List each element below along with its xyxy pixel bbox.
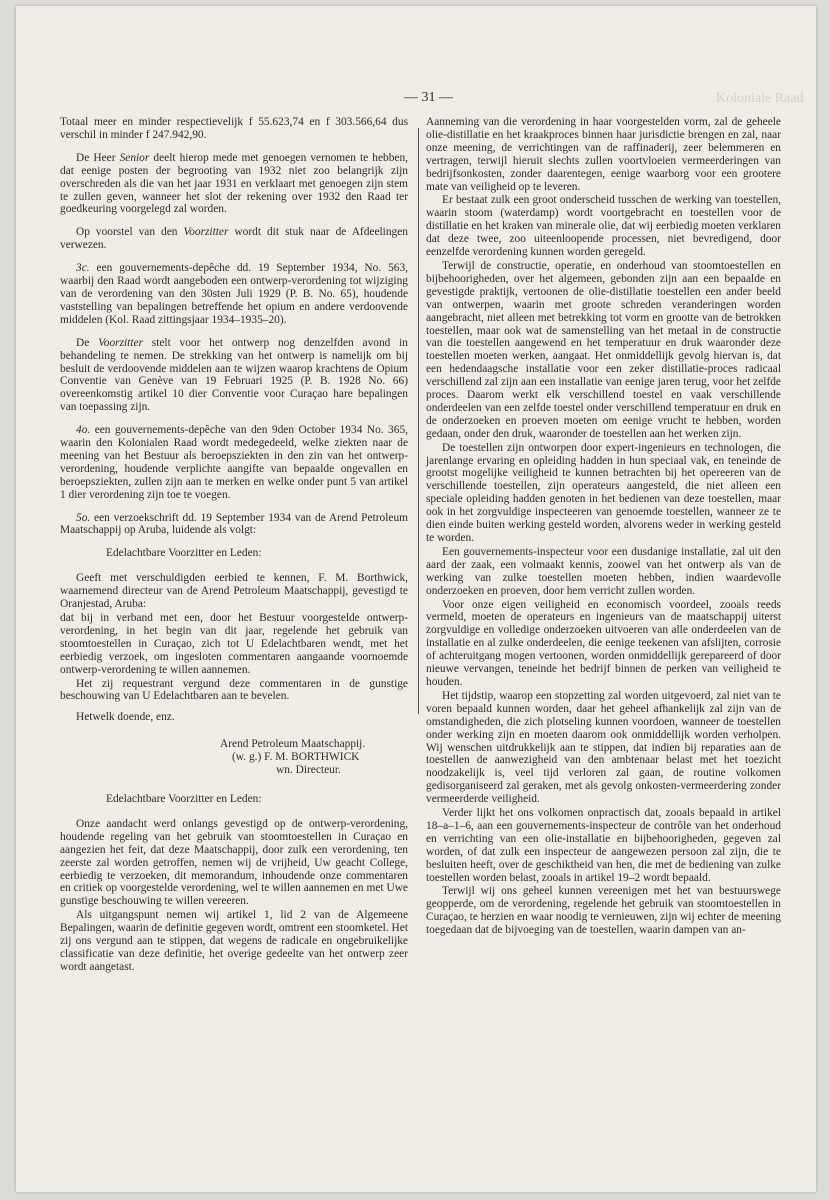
signature-title: wn. Directeur. xyxy=(276,764,341,777)
agenda-item-4o: 4o. een gouvernements-depêche van den 9den October 1934 No. 365, waarin den Kolonialen Raad wordt medegedeeld, welke ziekten naar de meening van het Bestuur als beroepsziekten in den zin van het ontwerp-verordening, houdende verplichte aangifte van bepaalde ongevallen en beroepsziekten, zullen zijn aan te merken en welke onder punt 5 van artikel 1 dier verordening zijn toe te voegen. xyxy=(60,424,408,501)
right-column xyxy=(426,116,781,938)
paragraph: De Voorzitter stelt voor het ontwerp nog denzelfden avond in behandeling te nemen. De strekking van het ontwerp is namelijk om bij besluit de verdoovende middelen aan te wijzen waarop krachtens de Opium Conventie van Genève van 19 Februari 1925 (P. B. 1928 No. 66) overeenkomstig artikel 10 dier Conventie voor Curaçao hare bepalingen van toepassing zijn. xyxy=(60,336,408,414)
column-divider xyxy=(418,128,419,714)
paragraph: De Heer Senior deelt hierop mede met genoegen vernomen te hebben, dat eenige posten der begrooting van 1932 niet zoo belangrijk zijn overschreden als die van het jaar 1931 en verklaart met genoegen zijn stem te zullen geven, wanneer het slot der rekening over 1932 den Raad ter goedkeuring voorgelegd zal worden. xyxy=(60,151,409,216)
paragraph: Geeft met verschuldigden eerbied te kennen, F. M. Borthwick, waarnemend directeur van de Arend Petroleum Maatschappij, gevestigd te Oranjestad, Aruba: xyxy=(60,572,408,611)
closing-line: Hetwelk doende, enz. xyxy=(76,711,175,724)
paragraph: Als uitgangspunt nemen wij artikel 1, lid 2 van de Algemeene Bepalingen, waarin de definitie gegeven wordt, omtrent een stoomketel. Het zij ons vergund aan te stippen, dat wegens de radicale en ongebruikelijke classificatie van deze definitie, het overige gedeelte van het ontwerp zeer wordt aangetast. xyxy=(60,909,408,973)
paragraph: Aanneming van die verordening in haar voorgestelden vorm, zal de geheele olie-distillatie en het kraakproces binnen haar jurisdictie brengen en zal, naar onze meening, de verrichtingen van de raffinaderij, zeer belemmeren en vertragen, terwijl hieruit slechts zullen voortvloeien vermeerderingen van bedrijfsonkosten, zonder daarentegen, eenige waarborg voor een grootere mate van veiligheid op te leveren. xyxy=(426,116,781,193)
salutation: Edelachtbare Voorzitter en Leden: xyxy=(106,547,262,560)
bleed-through-text: Koloniale Raad xyxy=(716,91,804,106)
paragraph: Terwijl wij ons geheel kunnen vereenigen met het van bestuurswege geopperde, om de verordening, regelende het gebruik van stoomtoestellen in Curaçao, te herzien en waar noodig te vernieuwen, zijn wij echter de meening toegedaan dat de bijvoeging van de toestellen, waarin dampen van an- xyxy=(426,885,781,937)
paragraph: Op voorstel van den Voorzitter wordt dit stuk naar de Afdeelingen verwezen. xyxy=(60,226,408,252)
salutation: Edelachtbare Voorzitter en Leden: xyxy=(106,792,262,805)
signature-name: (w. g.) F. M. BORTHWICK xyxy=(232,751,360,764)
paragraph: Er bestaat zulk een groot onderscheid tusschen de werking van toestellen, waarin stoom (waterdamp) wordt voortgebracht en toestellen voor de distillatie en het kraken van minerale olie, dat wij eerbiedig moeten verklaren dat deze twee, zoo uiteenloopende processen, niet bevredigend, door eenzelfde verordening kunnen worden geregeld. xyxy=(426,194,781,259)
paragraph: Verder lijkt het ons volkomen onpractisch dat, zooals bepaald in artikel 18–a–1–6, aan een gouvernements-inspecteur de contrôle van het onderhoud en verrichting van een olie-installatie en bijbehoorigheden, gegeven zal worden, of dat zulk een inspecteur de aangewezen persoon zal zijn, die te besluiten heeft, over de geschiktheid van hen, die met de bediening van zulke toestellen worden belast, zooals in artikel 19–2 wordt bepaald. xyxy=(426,807,781,884)
paragraph: Terwijl de constructie, operatie, en onderhoud van stoomtoestellen en bijbehoorigheden, over het algemeen, gebonden zijn aan een bepaalde en gevestigde praktijk, vertoonen de olie-distillatie toestellen een ander beeld van ontwerpen, waarin met groote schreden veranderingen worden aangebracht, niet alleen met betrekking tot vorm en grootte van de betrokken toestellen, maar ook wat de samenstelling van het metaal in de constructie van die toestellen aangewend en het temperatuur en druk waaronder deze toestellen moeten werken, aangaat. Het onmiddellijk gevolg hiervan is, dat een hedendaagsche installatie voor een zeker distillatie-proces radicaal verschillend zal zijn aan een installatie van eenige jaren terug, voor het zelfde proces. Daarom werkt elk verschillend toestel en vaak verschillende onderdeelen van een zelfde toestel onder verschillend temperatuur en druk en de onderzoeken en proeven moeten om eenige vrucht te hebben, worden gedaan, onder den druk, waaronder de toestellen aan het werken zijn. xyxy=(426,259,781,440)
paragraph: Voor onze eigen veiligheid en economisch voordeel, zooals reeds vermeld, moeten de operateurs en ingenieurs van de maatschappij uiterst zorgvuldige en volledige onderzoeken uitvoeren van alle onderdeelen van de installatie en al zulke onderdeelen, die eenige teekenen van afslijten, corrosie of achteruitgang mogen vertoonen, worden onmiddellijk gerepareerd of door nieuwe vervangen, teneinde het bedrijf binnen de perken van veiligheid te houden. xyxy=(426,598,781,688)
paragraph: dat bij in verband met een, door het Bestuur voorgestelde ontwerp-verordening, in het begin van dit jaar, regelende het gebruik van stoomtoestellen in Curaçao, zich tot U Edelachtbaren wendt, met het eerbiedig verzoek, om ingesloten commentaren aangaande voornoemde ontwerp-verordening te willen aannemen. xyxy=(60,612,408,676)
paragraph: De toestellen zijn ontworpen door expert-ingenieurs en technologen, die jarenlange ervaring en opleiding hadden in hun speciaal vak, en teneinde de grootst mogelijke veiligheid te kunnen betrachten bij het opereeren van de verschillende toestellen, zijn operateurs aangesteld, die niet alleen een speciale opleiding hadden genoten in het bedienen van deze toestellen, maar ook in het zorgvuldige inspecteeren van genoemde toestellen, wanneer ze te dien einde buiten werking gesteld worden, alvorens weder in werking gesteld te worden. xyxy=(426,441,781,544)
agenda-item-3c: 3c. een gouvernements-depêche dd. 19 September 1934, No. 563, waarbij den Raad wordt aangeboden een ontwerp-verordening tot wijziging van de verordening van den 30sten Juli 1929 (P. B. No. 65), houdende vaststelling van bepalingen betreffende het opium en andere verdoovende middelen (Kol. Raad zittingsjaar 1934–1935–20). xyxy=(60,262,408,326)
paragraph: Een gouvernements-inspecteur voor een dusdanige installatie, zal uit den aard der zaak, een volmaakt kennis, zoowel van het ontwerp als van de werking van zulke toestellen moeten hebben, indien waardevolle onderzoeken en proeven, door hem verricht zullen worden. xyxy=(426,545,781,597)
signature-company: Arend Petroleum Maatschappij. xyxy=(220,738,366,751)
paragraph: Het tijdstip, waarop een stopzetting zal worden uitgevoerd, zal niet van te voren bepaald kunnen worden, daar het geheel afhankelijk zal zijn van de omstandigheden, die zich plotseling kunnen voordoen, wanneer de toestellen onder werking zijn en moeten daarom ook onmiddellijk worden verholpen. Wij wenschen uitdrukkelijk aan te stippen, dat indien bij reparaties aan de toestellen de aanwezigheid van den ambtenaar belast met het toezicht noodzakelijk is, veel tijd verloren zal gaan, de routine volkomen gedisorganiseerd zal geraken, met als gevolg onkosten-vermeerdering zonder vermeerderde veiligheid. xyxy=(426,689,781,806)
document-page xyxy=(16,6,816,1192)
page-number: — 31 — xyxy=(404,90,453,105)
left-column xyxy=(60,116,408,975)
paragraph: Totaal meer en minder respectievelijk f 55.623,74 en f 303.566,64 dus verschil in minder f 247.942,90. xyxy=(60,116,408,141)
paragraph: Onze aandacht werd onlangs gevestigd op de ontwerp-verordening, houdende regeling van het gebruik van stoomtoestellen in Curaçao en aangezien het feit, dat deze Maatschappij, door zulk een verordening, ten zeerste zal worden getroffen, nemen wij de vrijheid, Uw geacht College, eerbiedig te verzoeken, dit memorandum, inhoudende onze commentaren en critiek op voorgestelde verordening, wel te willen aannemen en met Uwe gunstige beschouwing te willen vereeren. xyxy=(60,817,408,908)
agenda-item-5o: 5o. een verzoekschrift dd. 19 September 1934 van de Arend Petroleum Maatschappij op Aruba, luidende als volgt: xyxy=(60,511,408,537)
paragraph: Het zij requestrant vergund deze commentaren in de gunstige beschouwing van U Edelachtbaren aan te bevelen. xyxy=(60,677,408,703)
